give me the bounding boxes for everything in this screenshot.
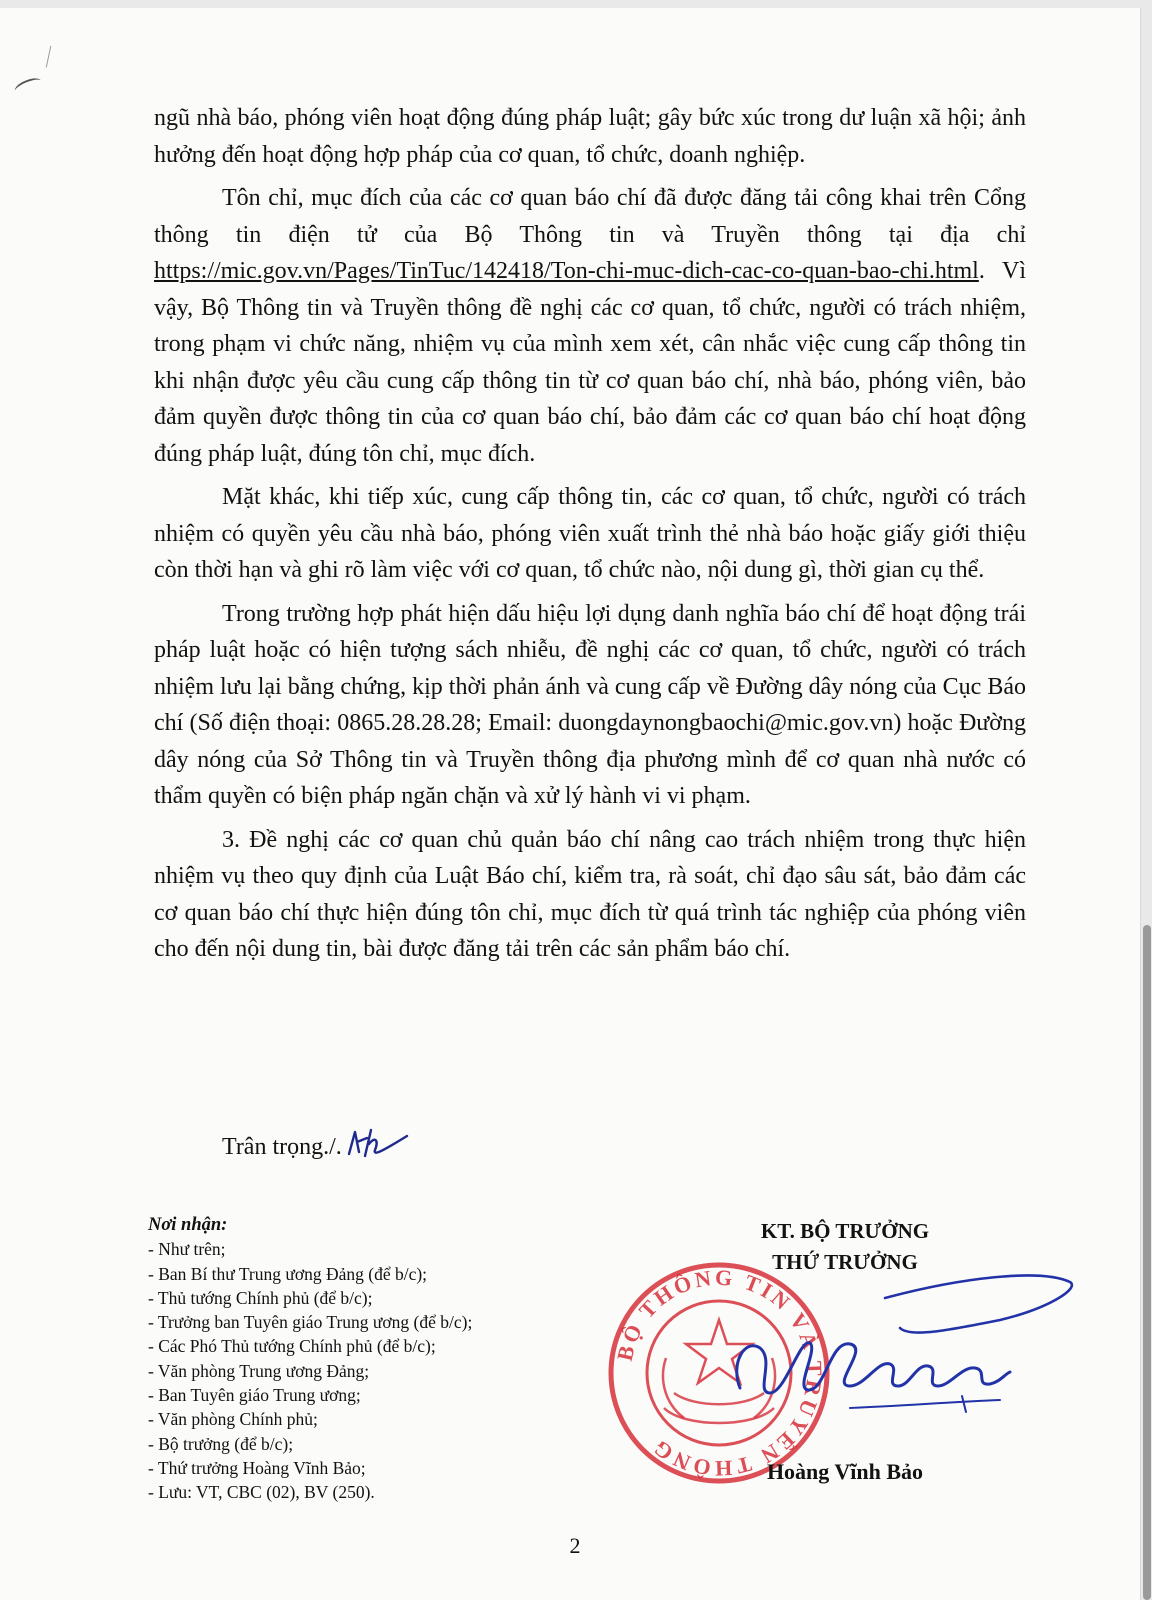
paragraph-purpose-text-start: Tôn chỉ, mục đích của các cơ quan báo chí đã được đăng tải công khai trên Cổng thông tin điện tử của Bộ Thông tin và Truyền thông tại địa chỉ [154, 185, 1026, 248]
seal-text: BỘ THÔNG TIN VÀ TRUYỀN THÔNG [611, 1264, 828, 1482]
recipient-item: - Lưu: VT, CBC (02), BV (250). [148, 1482, 375, 1503]
initials-mark [345, 1126, 409, 1160]
margin-mark [46, 46, 54, 68]
document-page [0, 8, 1141, 1600]
paragraph-purpose [154, 180, 1026, 472]
paragraph-press-card: Mặt khác, khi tiếp xúc, cung cấp thông tin, các cơ quan, tổ chức, người có trách nhiệm có quyền yêu cầu nhà báo, phóng viên xuất trình thẻ nhà báo hoặc giấy giới thiệu còn thời hạn và ghi rõ làm việc với cơ quan, tổ chức nào, nội dung gì, thời gian cụ thể. [154, 484, 1026, 583]
recipient-item: - Ban Tuyên giáo Trung ương; [148, 1385, 361, 1406]
mic-url-link[interactable]: https://mic.gov.vn/Pages/TinTuc/142418/Ton-chi-muc-dich-cac-co-quan-bao-chi.html [154, 258, 979, 284]
recipient-item: - Văn phòng Chính phủ; [148, 1409, 318, 1430]
paragraph-hotline: Trong trường hợp phát hiện dấu hiệu lợi dụng danh nghĩa báo chí để hoạt động trái pháp luật hoặc có hiện tượng sách nhiễu, đề nghị các cơ quan, tổ chức, người có trách nhiệm lưu lại bằng chứng, kịp thời phản ánh và cung cấp về Đường dây nóng của Cục Báo chí (Số điện thoại: 0865.28.28.28; Email: duongdaynongbaochi@mic.gov.vn) hoặc Đường dây nóng của Sở Thông tin và Truyền thông địa phương mình để cơ quan nhà nước có thẩm quyền có biện pháp ngăn chặn và xử lý hành vi vi phạm. [154, 600, 1026, 809]
paragraph-item-3: 3. Đề nghị các cơ quan chủ quản báo chí nâng cao trách nhiệm trong thực hiện nhiệm vụ theo quy định của Luật Báo chí, kiểm tra, rà soát, chỉ đạo sâu sát, bảo đảm các cơ quan báo chí thực hiện đúng tôn chỉ, mục đích từ quá trình tác nghiệp của phóng viên cho đến nội dung tin, bài được đăng tải trên các sản phẩm báo chí. [154, 826, 1026, 962]
handwritten-signature [700, 1268, 1100, 1438]
document-body [154, 100, 1026, 968]
vertical-scrollbar-thumb[interactable] [1143, 925, 1151, 1600]
recipient-item: - Trưởng ban Tuyên giáo Trung ương (để b/c); [148, 1312, 473, 1333]
paragraph-continuation: ngũ nhà báo, phóng viên hoạt động đúng pháp luật; gây bức xúc trong dư luận xã hội; ảnh hưởng đến hoạt động hợp pháp của cơ quan, tổ chức, doanh nghiệp. [154, 105, 1026, 168]
recipient-item: - Văn phòng Trung ương Đảng; [148, 1360, 370, 1381]
recipient-item: - Ban Bí thư Trung ương Đảng (để b/c); [148, 1263, 428, 1284]
recipient-item: - Như trên; [148, 1239, 226, 1260]
paragraph-purpose-text-end: . Vì vậy, Bộ Thông tin và Truyền thông đề nghị các cơ quan, tổ chức, người có trách nhiệm, trong phạm vi chức năng, nhiệm vụ của mình xem xét, cân nhắc việc cung cấp thông tin khi nhận được yêu cầu cung cấp thông tin từ cơ quan báo chí, nhà báo, phóng viên, bảo đảm quyền được thông tin của cơ quan báo chí, bảo đảm các cơ quan báo chí hoạt động đúng pháp luật, đúng tôn chỉ, mục đích. [154, 258, 1026, 467]
recipient-item: - Thứ trưởng Hoàng Vĩnh Bảo; [148, 1457, 366, 1478]
recipients-list [148, 1213, 472, 1505]
signature-title-line2: THỨ TRƯỞNG [772, 1250, 918, 1274]
page-number: 2 [569, 1533, 581, 1558]
recipient-item: - Các Phó Thủ tướng Chính phủ (để b/c); [148, 1336, 436, 1357]
margin-pen-stroke [13, 75, 43, 97]
signature-title-line1: KT. BỘ TRƯỞNG [760, 1219, 930, 1243]
signer-name: Hoàng Vĩnh Bảo [766, 1459, 924, 1484]
recipient-item: - Bộ trưởng (để b/c); [148, 1433, 294, 1454]
recipients-heading: Nơi nhận: [148, 1215, 228, 1235]
closing-line: Trân trọng./. [222, 1134, 342, 1160]
recipient-item: - Thủ tướng Chính phủ (để b/c); [148, 1287, 373, 1308]
